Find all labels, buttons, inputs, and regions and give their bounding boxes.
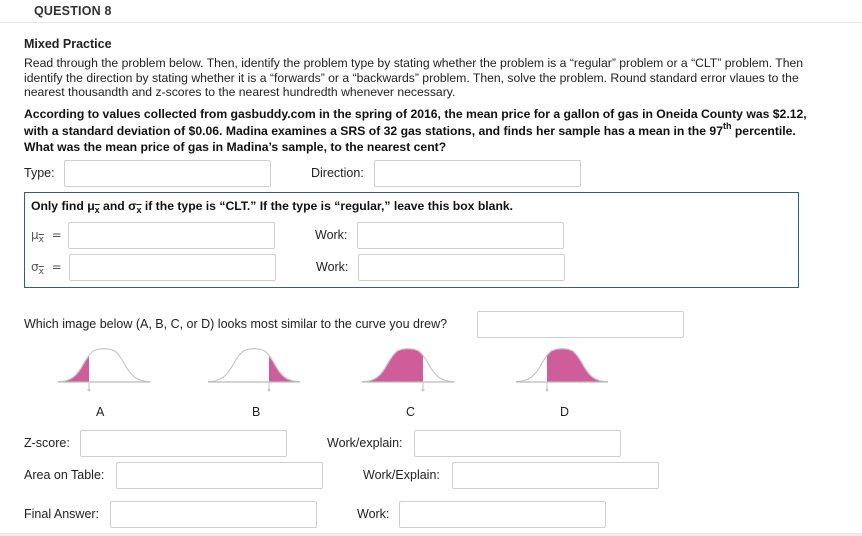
sigma-xbar-label <box>31 260 62 277</box>
curve-b-shade <box>269 355 300 382</box>
curve-b-label: B <box>252 405 261 419</box>
clt-heading-part-2: and σ <box>99 199 137 213</box>
mu-xbar-label <box>31 228 62 245</box>
image-choice-input[interactable] <box>477 311 684 338</box>
curve-c-image <box>362 348 454 393</box>
curve-c-shade <box>362 349 423 382</box>
curve-b-dot <box>268 389 271 392</box>
curve-c-dot <box>422 389 425 392</box>
problem-superscript: th <box>722 120 732 131</box>
area-input[interactable] <box>116 462 323 489</box>
final-answer-input[interactable] <box>110 501 317 528</box>
sigma-sub-x: x <box>38 267 44 277</box>
problem-text <box>24 106 814 156</box>
curve-a-dot <box>88 389 91 392</box>
curve-a-image <box>58 348 150 393</box>
clt-heading-part-1: Only find μ <box>31 199 95 213</box>
mu-xbar-input[interactable] <box>68 222 275 249</box>
problem-text-before: According to values collected from gasbuddy.com in the spring of 2016, the mean price for a gallon of gas in Oneida County was $2.12, with a standard deviation of $0.06. Madina examines a SRS of 32 gas stations, and finds her sample has a mean in the 97 <box>24 107 807 138</box>
zscore-label: Z-score: <box>24 436 70 450</box>
area-work-input[interactable] <box>452 462 659 489</box>
question-header <box>0 0 862 22</box>
mu-equals: = <box>51 228 62 242</box>
sigma-work-input[interactable] <box>358 254 565 281</box>
zscore-input[interactable] <box>80 430 287 457</box>
mu-work-label: Work: <box>315 228 348 242</box>
problem-text-after: percentile. What was the mean price of gas in Madina’s sample, to the nearest cent? <box>24 123 796 154</box>
curve-b-line <box>208 349 300 382</box>
zscore-work-input[interactable] <box>414 430 621 457</box>
final-answer-label: Final Answer: <box>24 507 100 521</box>
curve-a-line <box>58 349 150 382</box>
type-label: Type: <box>24 166 55 180</box>
final-work-input[interactable] <box>399 501 606 528</box>
area-label: Area on Table: <box>24 468 105 482</box>
question-label: QUESTION 8 <box>34 4 112 18</box>
sigma-equals: = <box>51 260 62 274</box>
curve-c-label: C <box>406 405 416 419</box>
sigma-work-label: Work: <box>316 260 349 274</box>
final-work-label: Work: <box>357 507 390 521</box>
mu-symbol: μ <box>31 228 39 242</box>
curve-d-shade <box>547 349 608 382</box>
area-work-label: Work/Explain: <box>363 468 440 482</box>
curve-d-dot <box>546 389 549 392</box>
image-question-label: Which image below (A, B, C, or D) looks most similar to the curve you drew? <box>24 317 448 331</box>
header-divider <box>0 22 862 23</box>
sigma-symbol: σ <box>31 260 39 274</box>
sigma-xbar-input[interactable] <box>69 254 276 281</box>
curve-d-image <box>516 348 608 393</box>
curve-d-label: D <box>560 405 570 419</box>
section-title: Mixed Practice <box>24 37 112 51</box>
instructions-text: Read through the problem below. Then, identify the problem type by stating whether the problem is a “regular” problem or a “CLT” problem. Then identify the direction by stating whether it is a “forwards” or a “backwards” problem. Then, solve the problem. Round standard error vlaues to the nearest thousandth and z-scores to the nearest hundredth whenever necessary. <box>24 56 804 99</box>
clt-heading-sub-2: x <box>136 205 142 215</box>
mu-sub-x: x <box>38 235 44 245</box>
direction-label: Direction: <box>311 166 364 180</box>
zscore-work-label: Work/explain: <box>327 436 403 450</box>
type-input[interactable] <box>64 160 271 187</box>
clt-heading-part-3: if the type is “CLT.” If the type is “regular,” leave this box blank. <box>141 199 514 213</box>
mu-work-input[interactable] <box>357 222 564 249</box>
clt-box-heading <box>31 199 513 215</box>
curve-b-image <box>208 348 300 393</box>
direction-input[interactable] <box>374 160 581 187</box>
clt-heading-sub-1: x <box>94 205 100 215</box>
curve-a-shade <box>58 355 89 382</box>
curve-a-label: A <box>96 405 105 419</box>
